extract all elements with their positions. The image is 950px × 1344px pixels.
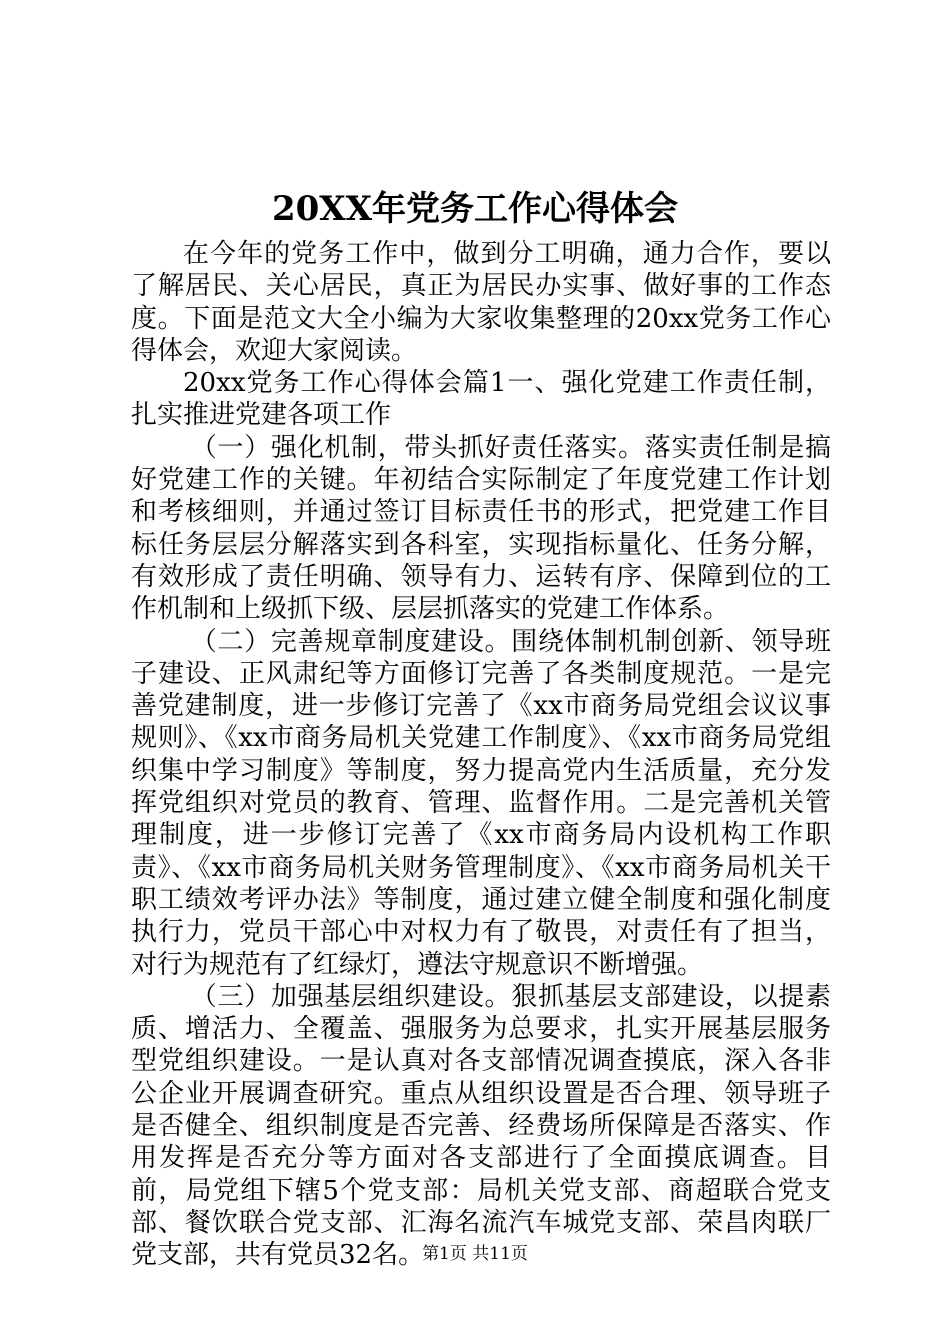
paragraph-intro: 在今年的党务工作中，做到分工明确，通力合作，要以了解居民、关心居民，真正为居民办实事、做好事的工作态度。下面是范文大全小编为大家收集整理的20xx党务工作心得体会，欢迎大家阅读。 <box>131 239 831 366</box>
paragraph-mechanism: （一）强化机制，带头抓好责任落实。落实责任制是搞好党建工作的关键。年初结合实际制定了年度党建工作计划和考核细则，并通过签订目标责任书的形式，把党建工作目标任务层层分解落实到各科室，实现指标量化、任务分解，有效形成了责任明确、领导有力、运转有序、保障到位的工作机制和上级抓下级、层层抓落实的党建工作体系。 <box>131 432 831 625</box>
paragraph-regulations: （二）完善规章制度建设。围绕体制机制创新、领导班子建设、正风肃纪等方面修订完善了各类制度规范。一是完善党建制度，进一步修订完善了《xx市商务局党组会议议事规则》、《xx市商务局机关党建工作制度》、《xx市商务局党组织集中学习制度》等制度，努力提高党内生活质量，充分发挥党组织对党员的教育、管理、监督作用。二是完善机关管理制度，进一步修订完善了《xx市商务局内设机构工作职责》、《xx市商务局机关财务管理制度》、《xx市商务局机关干职工绩效考评办法》等制度，通过建立健全制度和强化制度执行力，党员干部心中对权力有了敬畏，对责任有了担当，对行为规范有了红绿灯，遵法守规意识不断增强。 <box>131 626 831 980</box>
paragraph-grassroots: （三）加强基层组织建设。狠抓基层支部建设，以提素质、增活力、全覆盖、强服务为总要求，扎实开展基层服务型党组织建设。一是认真对各支部情况调查摸底，深入各非公企业开展调查研究。重点从组织设置是否合理、领导班子是否健全、组织制度是否完善、经费场所保障是否落实、作用发挥是否充分等方面对各支部进行了全面摸底调查。目前，局党组下辖5个党支部：局机关党支部、商超联合党支部、餐饮联合党支部、汇海名流汽车城党支部、荣昌肉联厂党支部，共有党员32名。 <box>131 981 831 1271</box>
document-body <box>131 238 831 1272</box>
document-title: 20XX年党务工作心得体会 <box>271 189 679 229</box>
paragraph-section-heading: 20xx党务工作心得体会篇1一、强化党建工作责任制，扎实推进党建各项工作 <box>131 368 831 431</box>
page-footer: 第1页 共11页 <box>422 1244 528 1264</box>
